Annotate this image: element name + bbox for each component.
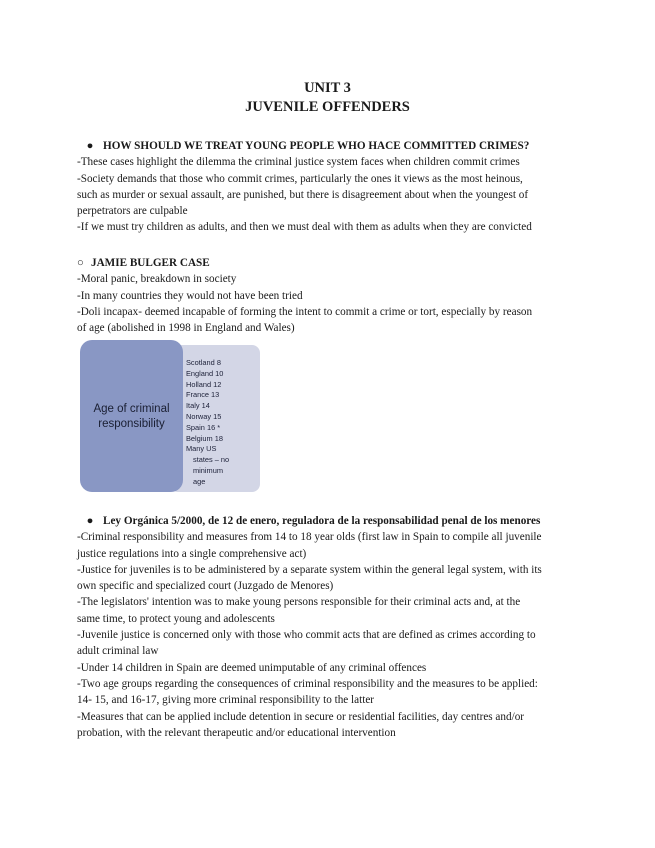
unit-number: UNIT 3 — [304, 80, 351, 96]
paragraph-line: -Doli incapax- deemed incapable of forming the intent to commit a crime or tort, especially by reason — [77, 305, 533, 318]
section-jamie-bulger — [77, 255, 577, 336]
paragraph-line: -Justice for juveniles is to be administered by a separate system within the general legal system, with its — [77, 563, 542, 576]
age-item: England 10 — [186, 368, 224, 378]
section-ley-organica — [77, 513, 587, 741]
paragraph-line: probation, with the relevant therapeutic and/or educational intervention — [77, 726, 396, 739]
paragraph-line: -Measures that can be applied include detention in secure or residential facilities, day centres and/or — [77, 710, 525, 723]
paragraph-line: -The legislators' intention was to make young persons responsible for their criminal acts and, at the — [77, 596, 521, 609]
paragraph-line: -Juvenile justice is concerned only with those who commit acts that are defined as crimes according to — [77, 629, 536, 642]
paragraph-line: -If we must try children as adults, and then we must deal with them as adults when they are convicted — [77, 221, 532, 234]
paragraph-line: 14- 15, and 16-17, giving more criminal responsibility to the latter — [77, 694, 375, 707]
age-item: Holland 12 — [186, 379, 222, 389]
diagram-label — [80, 402, 183, 432]
age-item: Scotland 8 — [186, 358, 221, 367]
paragraph-line: -These cases highlight the dilemma the criminal justice system faces when children commit crimes — [77, 156, 520, 169]
age-item: France 13 — [186, 390, 220, 400]
paragraph-line: -Two age groups regarding the consequences of criminal responsibility and the measures to be applied: — [77, 677, 538, 690]
section-heading — [77, 138, 577, 154]
age-item-continuation: age — [193, 476, 206, 486]
paragraph-line: -Criminal responsibility and measures from 14 to 18 year olds (first law in Spain to compile all juvenile — [77, 531, 542, 544]
paragraph-line: justice regulations into a single comprehensive act) — [77, 547, 307, 560]
section-treat-young-people — [77, 138, 577, 236]
paragraph-line: such as murder or sexual assault, are punished, but there is disagreement about when the youngest of — [77, 188, 529, 201]
paragraph-line: perpetrators are culpable — [77, 205, 188, 218]
age-item: Italy 14 — [186, 401, 210, 411]
section-heading — [77, 255, 577, 271]
paragraph-line: of age (abolished in 1998 in England and Wales) — [77, 322, 295, 335]
age-item-continuation: states – no — [193, 455, 230, 465]
age-item: Belgium 18 — [186, 433, 223, 443]
age-item-continuation: minimum — [193, 465, 223, 475]
paragraph-line: -Under 14 children in Spain are deemed unimputable of any criminal offences — [77, 661, 427, 674]
paragraph-line: same time, to protect young and adolescents — [77, 612, 275, 625]
age-item: Spain 16 * — [186, 422, 221, 432]
label-panel — [80, 340, 183, 492]
heading-text: HOW SHOULD WE TREAT YOUNG PEOPLE WHO HACE COMMITTED CRIMES? — [103, 140, 530, 152]
paragraph-line: -Moral panic, breakdown in society — [77, 273, 237, 286]
age-item: Many US — [186, 444, 217, 454]
paragraph-line: -In many countries they would not have been tried — [77, 289, 303, 302]
age-item: Norway 15 — [186, 411, 222, 421]
section-heading — [77, 513, 587, 529]
page-title: JUVENILE OFFENDERS — [245, 99, 410, 115]
bullet-icon: ● — [86, 140, 94, 152]
diagram-label-line: responsibility — [98, 418, 165, 430]
heading-text: JAMIE BULGER CASE — [91, 257, 210, 269]
paragraph-line: adult criminal law — [77, 645, 159, 658]
heading-text: Ley Orgánica 5/2000, de 12 de enero, reguladora de la responsabilidad penal de los menores — [103, 515, 541, 527]
circle-bullet-icon: ○ — [77, 257, 84, 269]
bullet-icon: ● — [86, 515, 94, 527]
age-criminal-responsibility-diagram — [80, 340, 260, 492]
paragraph-line: own specific and specialized court (Juzgado de Menores) — [77, 580, 334, 593]
paragraph-line: -Society demands that those who commit crimes, particularly the ones it views as the most heinous, — [77, 172, 523, 185]
age-list — [186, 358, 260, 488]
diagram-label-line: Age of criminal — [93, 403, 170, 415]
